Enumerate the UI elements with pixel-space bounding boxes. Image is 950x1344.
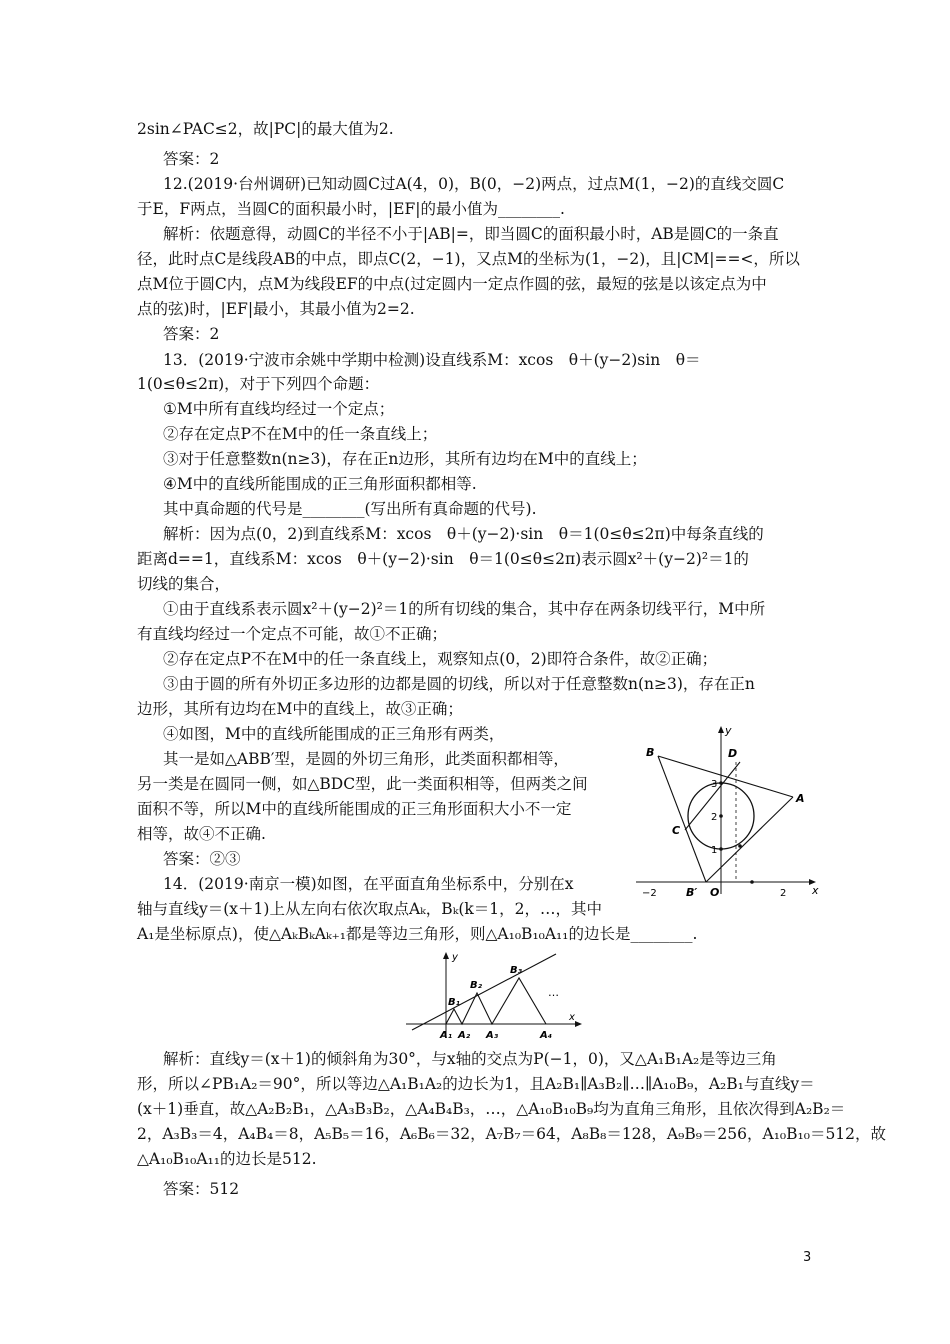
tick-label-1: 1 bbox=[711, 845, 718, 856]
line-y-x-plus-1 bbox=[412, 954, 556, 1030]
label-A3: A₃ bbox=[486, 1030, 499, 1041]
x-axis-arrow bbox=[575, 1021, 582, 1027]
label-C: C bbox=[672, 824, 681, 837]
question-12: 12.(2019·台州调研)已知动圆C过A(4，0)，B(0，−2)两点，过点M(1，−2)的直线交圆C bbox=[163, 175, 785, 193]
tick-point-x bbox=[750, 880, 754, 884]
label-x: x bbox=[812, 884, 819, 897]
text-line: ①由于直线系表示圆x²＋(y−2)²＝1的所有切线的集合，其中存在两条切线平行，M中所 bbox=[163, 600, 766, 618]
question-13: 13．(2019·宁波市余姚中学期中检测)设直线系M：xcos θ＋(y−2)sin θ＝ bbox=[163, 351, 701, 369]
text-line: 距离d==1，直线系M：xcos θ＋(y−2)·sin θ＝1(0≤θ≤2π)表示圆x²＋(y−2)²＝1的 bbox=[137, 550, 749, 568]
text-line: ④如图，M中的直线所能围成的正三角形有两类， bbox=[163, 725, 505, 743]
text-line: 形，所以∠PB₁A₂＝90°，所以等边△A₁B₁A₂的边长为1，且A₂B₁∥A₃B₂∥…∥A₁₀B₉，A₂B₁与直线y＝ bbox=[137, 1075, 815, 1093]
tick-label-minus-2: −2 bbox=[642, 888, 657, 899]
label-B: B bbox=[646, 746, 655, 759]
tick-point-1 bbox=[719, 847, 723, 851]
solution-line: 解析：直线y＝(x＋1)的倾斜角为30°，与x轴的交点为P(−1，0)，又△A₁B₁A₂是等边三角 bbox=[163, 1050, 777, 1068]
label-A: A bbox=[796, 792, 805, 805]
figure-2-svg bbox=[402, 950, 584, 1042]
text-line: 另一类是在圆同一侧，如△BDC型，此一类面积相等，但两类之间 bbox=[137, 775, 588, 793]
proposition-1: ①M中所有直线均经过一个定点； bbox=[163, 400, 395, 418]
answer-line: 答案：2 bbox=[163, 150, 220, 168]
label-A1: A₁ bbox=[440, 1030, 453, 1041]
label-B-prime: B′ bbox=[686, 886, 698, 899]
label-O: O bbox=[710, 886, 720, 899]
text-line: 2sin∠PAC≤2，故|PC|的最大值为2. bbox=[137, 120, 394, 138]
text-line: 径，此时点C是线段AB的中点，即点C(2，−1)，又点M的坐标为(1，−2)，且|CM|==<，所以 bbox=[137, 250, 800, 268]
text-line: 轴与直线y＝(x＋1)上从左向右依次取点Aₖ，Bₖ(k＝1，2，…，其中 bbox=[137, 900, 603, 918]
answer-line: 答案：512 bbox=[163, 1180, 240, 1198]
text-line: 点M位于圆C内，点M为线段EF的中点(过定圆内一定点作圆的弦，最短的弦是以该定点为中 bbox=[137, 275, 767, 293]
label-B3: B₃ bbox=[510, 965, 523, 976]
text-line: 其一是如△ABB′型，是圆的外切三角形，此类面积都相等， bbox=[163, 750, 569, 768]
label-A2: A₂ bbox=[458, 1030, 471, 1041]
text-line: 于E，F两点，当圆C的面积最小时，|EF|的最小值为________. bbox=[137, 200, 565, 218]
line-BB-prime bbox=[658, 756, 706, 882]
proposition-2: ②存在定点P不在M中的任一条直线上； bbox=[163, 425, 438, 443]
equilateral-triangles bbox=[446, 978, 546, 1024]
line-BA bbox=[658, 756, 793, 797]
label-y: y bbox=[452, 952, 458, 963]
answer-line: 答案：2 bbox=[163, 325, 220, 343]
text-line: 相等，故④不正确. bbox=[137, 825, 266, 843]
y-axis-arrow bbox=[443, 952, 449, 959]
answer-line: 答案：②③ bbox=[163, 850, 241, 868]
question-14: 14．(2019·南京一模)如图，在平面直角坐标系中，分别在x bbox=[163, 875, 574, 893]
text-line: 切线的集合， bbox=[137, 575, 231, 593]
proposition-4: ④M中的直线所能围成的正三角形面积都相等. bbox=[163, 475, 477, 493]
text-line: 有直线均经过一个定点不可能，故①不正确； bbox=[137, 625, 448, 643]
label-B2: B₂ bbox=[470, 980, 483, 991]
figure-1-svg bbox=[628, 722, 824, 902]
page-number: 3 bbox=[803, 1250, 812, 1265]
label-y: y bbox=[725, 724, 732, 737]
tick-label-3: 3 bbox=[711, 779, 718, 790]
figure-triangle-chain bbox=[402, 950, 584, 1042]
text-line: (x＋1)垂直，故△A₂B₂B₁，△A₃B₃B₂，△A₄B₄B₃，…，△A₁₀B₁₀B₉均为直角三角形，且依次得到A₂B₂＝ bbox=[137, 1100, 846, 1118]
solution-line: 解析：因为点(0，2)到直线系M：xcos θ＋(y−2)·sin θ＝1(0≤θ≤2π)中每条直线的 bbox=[163, 525, 764, 543]
line-AB-prime bbox=[706, 797, 793, 882]
solution-line: 解析：依题意得，动圆C的半径不小于|AB|=，即当圆C的面积最小时，AB是圆C的一条直 bbox=[163, 225, 779, 243]
label-ellipsis: … bbox=[548, 986, 559, 999]
text-line: 2，A₃B₃＝4，A₄B₄＝8，A₅B₅＝16，A₆B₆＝32，A₇B₇＝64，A₈B₈＝128，A₉B₉＝256，A₁₀B₁₀＝512，故 bbox=[137, 1125, 887, 1143]
y-axis-arrow bbox=[718, 726, 724, 733]
label-B1: B₁ bbox=[448, 997, 461, 1008]
text-line: 边形，其所有边均在M中的直线上，故③正确； bbox=[137, 700, 463, 718]
text-line: ③由于圆的所有外切正多边形的边都是圆的切线，所以对于任意整数n(n≥3)，存在正n bbox=[163, 675, 755, 693]
tick-point-3 bbox=[719, 781, 723, 785]
label-D: D bbox=[728, 747, 738, 760]
label-x: x bbox=[569, 1012, 575, 1023]
tangent-point bbox=[738, 844, 742, 848]
tick-label-2-y: 2 bbox=[711, 812, 718, 823]
text-line: 1(0≤θ≤2π)，对于下列四个命题： bbox=[137, 375, 380, 393]
proposition-3: ③对于任意整数n(n≥3)，存在正n边形，其所有边均在M中的直线上； bbox=[163, 450, 647, 468]
text-line: 点的弦)时，|EF|最小，其最小值为2=2. bbox=[137, 300, 415, 318]
tick-label-2-x: 2 bbox=[780, 888, 787, 899]
text-line: 面积不等，所以M中的直线所能围成的正三角形面积大小不一定 bbox=[137, 800, 572, 818]
text-line: 其中真命题的代号是________(写出所有真命题的代号). bbox=[163, 500, 537, 518]
text-line: △A₁₀B₁₀A₁₁的边长是512. bbox=[137, 1150, 317, 1168]
label-A4: A₄ bbox=[540, 1030, 553, 1041]
figure-tangent-triangles bbox=[628, 722, 824, 902]
text-line: A₁是坐标原点)，使△AₖBₖAₖ₊₁都是等边三角形，则△A₁₀B₁₀A₁₁的边长是________. bbox=[137, 925, 698, 943]
text-line: ②存在定点P不在M中的任一条直线上，观察知点(0，2)即符合条件，故②正确； bbox=[163, 650, 718, 668]
center-point bbox=[719, 814, 723, 818]
